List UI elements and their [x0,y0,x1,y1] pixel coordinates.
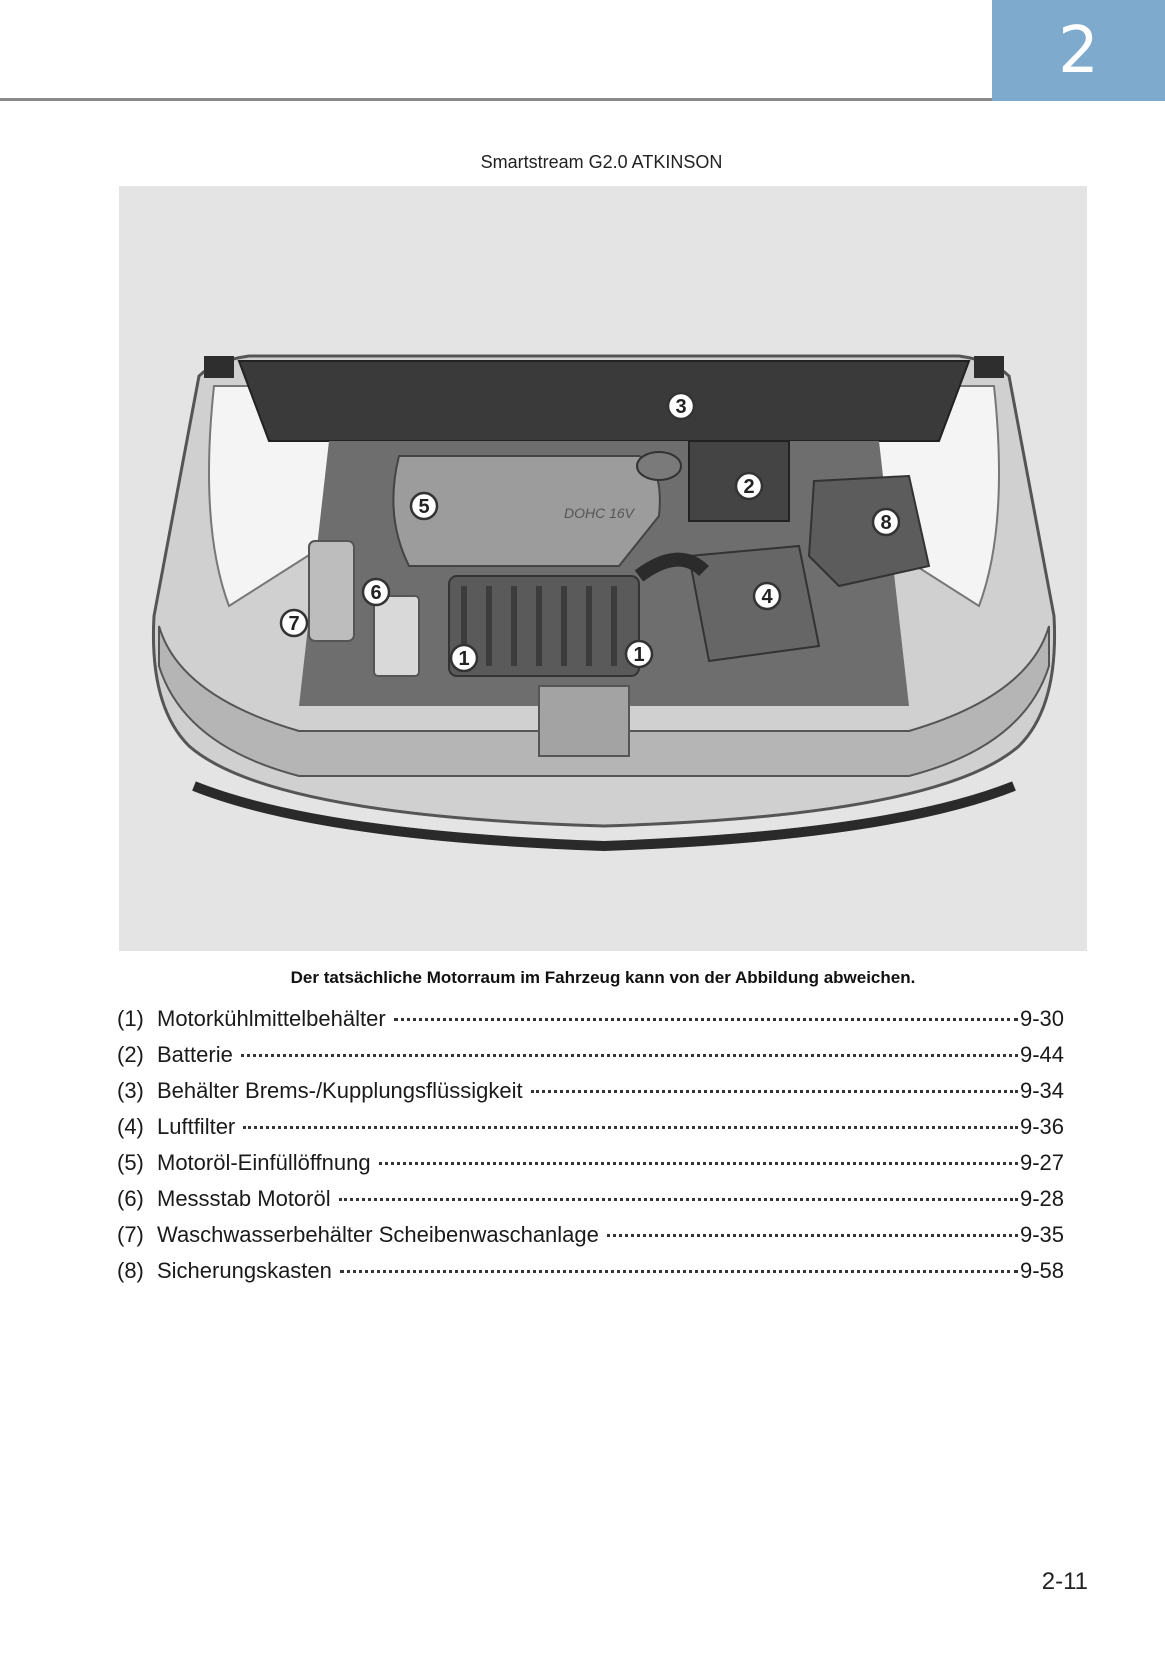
chapter-tab: 2 [992,0,1165,101]
page-number: 2-11 [1041,1568,1088,1595]
engine-bay-drawing [119,186,1087,951]
alternator [374,596,419,676]
header-rule [0,98,992,101]
callout-1-left [451,645,477,671]
hinge-left [204,356,234,378]
svg-text:8: 8 [880,512,892,534]
legend-label: Luftfilter [157,1114,236,1139]
legend-page-ref: 9-44 [1019,1042,1064,1067]
legend-item [117,1186,1064,1222]
dot-leader [531,1090,1018,1093]
legend-page-ref: 9-28 [1019,1186,1064,1211]
hinge-right [974,356,1004,378]
svg-text:7: 7 [288,613,300,635]
legend-label: Behälter Brems-/Kupplungsflüssigkeit [157,1078,523,1103]
callout-1-right [626,641,652,667]
washer-reservoir [309,541,354,641]
legend-number: (7) [117,1222,144,1247]
legend-page-ref: 9-35 [1019,1222,1064,1247]
legend-label: Sicherungskasten [157,1258,332,1283]
dot-leader [394,1018,1018,1021]
legend-page-ref: 9-36 [1019,1114,1064,1139]
callout-8 [873,509,899,535]
svg-text:6: 6 [370,582,382,604]
brake-fluid-reservoir [637,452,681,480]
dot-leader [243,1126,1018,1129]
callout-3 [668,393,694,419]
legend-number: (1) [117,1006,144,1031]
figure-note: Der tatsächliche Motorraum im Fahrzeug kann von der Abbildung abweichen. [290,968,916,987]
dot-leader [339,1198,1018,1201]
dot-leader [607,1234,1018,1237]
legend-list [117,1006,1064,1294]
callout-2 [736,473,762,499]
callout-4 [754,583,780,609]
legend-number: (2) [117,1042,144,1067]
legend-page-ref: 9-34 [1019,1078,1064,1103]
svg-text:4: 4 [761,586,773,608]
legend-number: (3) [117,1078,144,1103]
legend-page-ref: 9-27 [1019,1150,1064,1175]
legend-number: (8) [117,1258,144,1283]
svg-text:5: 5 [418,496,430,518]
legend-item [117,1042,1064,1078]
legend-item [117,1006,1064,1042]
hood-latch-panel [539,686,629,756]
legend-item [117,1150,1064,1186]
legend-label: Waschwasserbehälter Scheibenwaschanlage [157,1222,599,1247]
dot-leader [379,1162,1018,1165]
legend-number: (5) [117,1150,144,1175]
engine-mark-text: DOHC 16V [564,505,635,521]
legend-item [117,1258,1064,1294]
svg-text:2: 2 [743,476,755,498]
fuse-box [809,476,929,586]
legend-label: Motoröl-Einfüllöffnung [157,1150,371,1175]
dot-leader [340,1270,1018,1273]
legend-number: (6) [117,1186,144,1211]
callout-6 [363,579,389,605]
legend-item [117,1114,1064,1150]
cowl-panel [239,361,969,441]
svg-text:1: 1 [458,648,470,670]
svg-text:1: 1 [633,644,645,666]
svg-text:3: 3 [675,396,687,418]
legend-page-ref: 9-30 [1019,1006,1064,1031]
legend-item [117,1078,1064,1114]
figure-caption: Smartstream G2.0 ATKINSON [480,152,723,172]
legend-label: Motorkühlmittelbehälter [157,1006,386,1031]
dot-leader [241,1054,1018,1057]
legend-label: Messstab Motoröl [157,1186,331,1211]
callout-5 [411,493,437,519]
legend-item [117,1222,1064,1258]
air-filter-box [689,546,819,661]
callout-7 [281,610,307,636]
engine-bay-illustration [119,186,1087,951]
legend-label: Batterie [157,1042,233,1067]
manifold-ribs [464,586,614,666]
legend-page-ref: 9-58 [1019,1258,1064,1283]
legend-number: (4) [117,1114,144,1139]
